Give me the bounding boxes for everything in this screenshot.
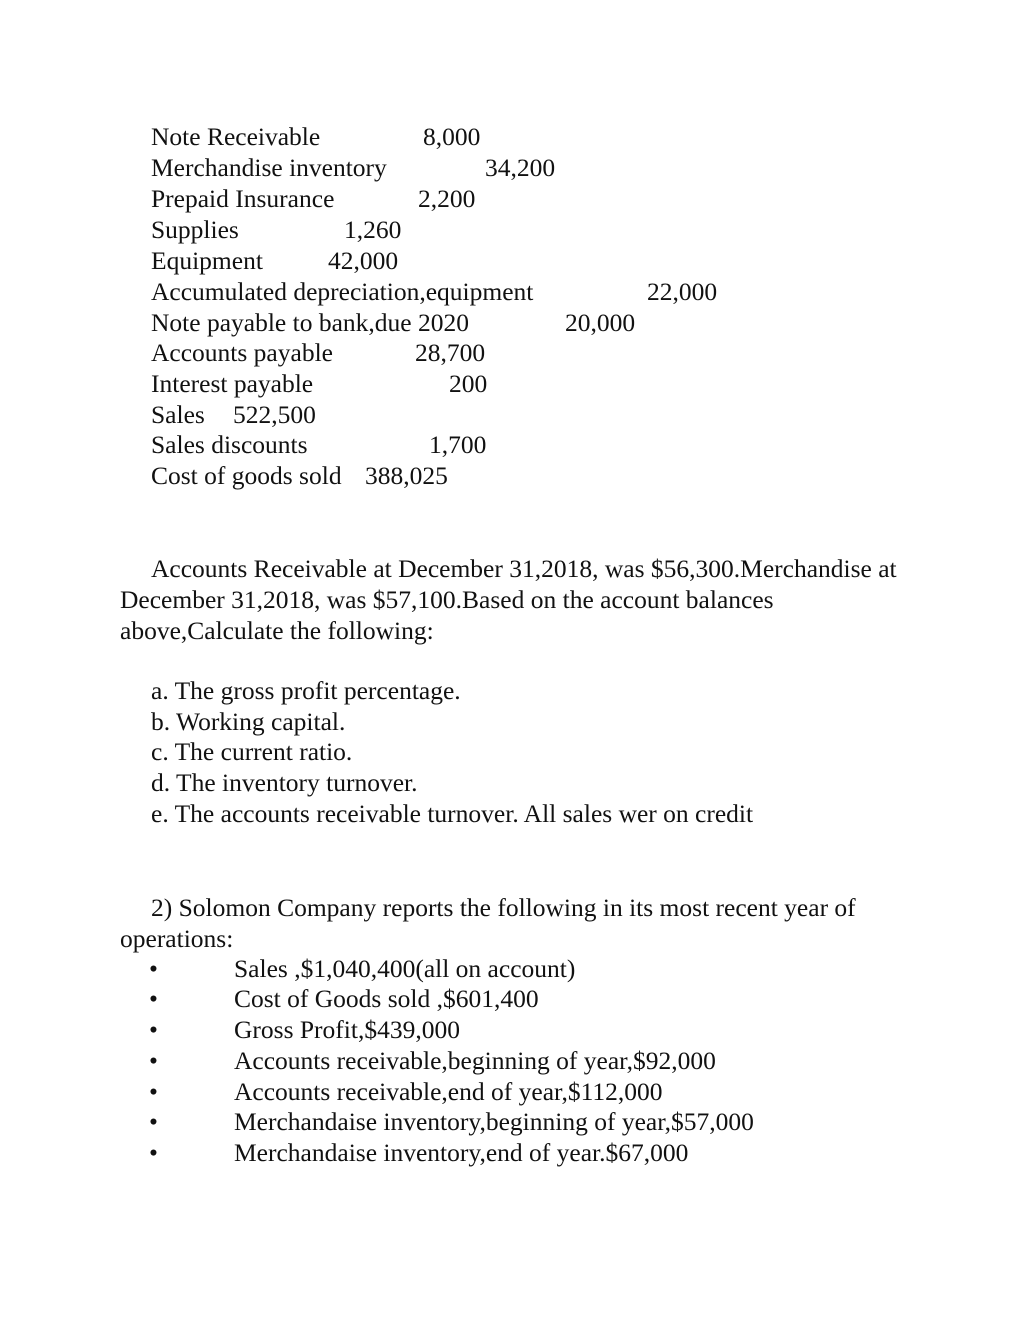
account-value: 34,200 xyxy=(485,153,556,182)
bullet-item: Cost of Goods sold ,$601,400 xyxy=(234,984,539,1013)
problem1-paragraph: Accounts Receivable at December 31,2018, was $56,300.Merchandise at December 31,2018, was $57,100.Based on the account balances above,Calculate the following: xyxy=(120,554,897,645)
question-item: b. Working capital. xyxy=(151,707,346,736)
bullet-icon: • xyxy=(149,954,158,983)
account-value: 2,200 xyxy=(418,184,476,213)
bullet-icon: • xyxy=(149,1138,158,1167)
bullet-item: Merchandaise inventory,end of year.$67,000 xyxy=(234,1138,689,1167)
bullet-item: Accounts receivable,beginning of year,$92,000 xyxy=(234,1046,716,1075)
account-label: Equipment xyxy=(151,246,263,275)
account-value: 22,000 xyxy=(647,277,718,306)
question-item: a. The gross profit percentage. xyxy=(151,676,461,705)
bullet-item: Accounts receivable,end of year,$112,000 xyxy=(234,1077,663,1106)
account-label: Supplies xyxy=(151,215,239,244)
account-label: Accumulated depreciation,equipment xyxy=(151,277,534,306)
bullet-item: Gross Profit,$439,000 xyxy=(234,1015,460,1044)
account-value: 8,000 xyxy=(423,122,481,151)
account-value: 1,260 xyxy=(344,215,402,244)
account-value: 522,500 xyxy=(233,400,316,429)
bullet-icon: • xyxy=(149,1046,158,1075)
account-label: Cost of goods sold xyxy=(151,461,342,490)
account-label: Note payable to bank,due 2020 xyxy=(151,308,469,337)
bullet-item: Sales ,$1,040,400(all on account) xyxy=(234,954,576,983)
bullet-icon: • xyxy=(149,1077,158,1106)
account-label: Sales discounts xyxy=(151,430,308,459)
account-label: Merchandise inventory xyxy=(151,153,387,182)
account-label: Accounts payable xyxy=(151,338,333,367)
problem2-paragraph: 2) Solomon Company reports the following in its most recent year of operations: xyxy=(120,893,856,953)
account-value: 388,025 xyxy=(365,461,448,490)
account-value: 42,000 xyxy=(328,246,399,275)
account-value: 200 xyxy=(449,369,488,398)
account-value: 28,700 xyxy=(415,338,486,367)
question-item: e. The accounts receivable turnover. All sales wer on credit xyxy=(151,799,754,828)
account-label: Interest payable xyxy=(151,369,314,398)
question-item: d. The inventory turnover. xyxy=(151,768,418,797)
bullet-icon: • xyxy=(149,1107,158,1136)
account-label: Note Receivable xyxy=(151,122,321,151)
bullet-icon: • xyxy=(149,1015,158,1044)
bullet-item: Merchandaise inventory,beginning of year,$57,000 xyxy=(234,1107,754,1136)
question-item: c. The current ratio. xyxy=(151,737,353,766)
bullet-icon: • xyxy=(149,984,158,1013)
account-label: Sales xyxy=(151,400,205,429)
account-value: 1,700 xyxy=(429,430,487,459)
account-label: Prepaid Insurance xyxy=(151,184,335,213)
account-value: 20,000 xyxy=(565,308,636,337)
